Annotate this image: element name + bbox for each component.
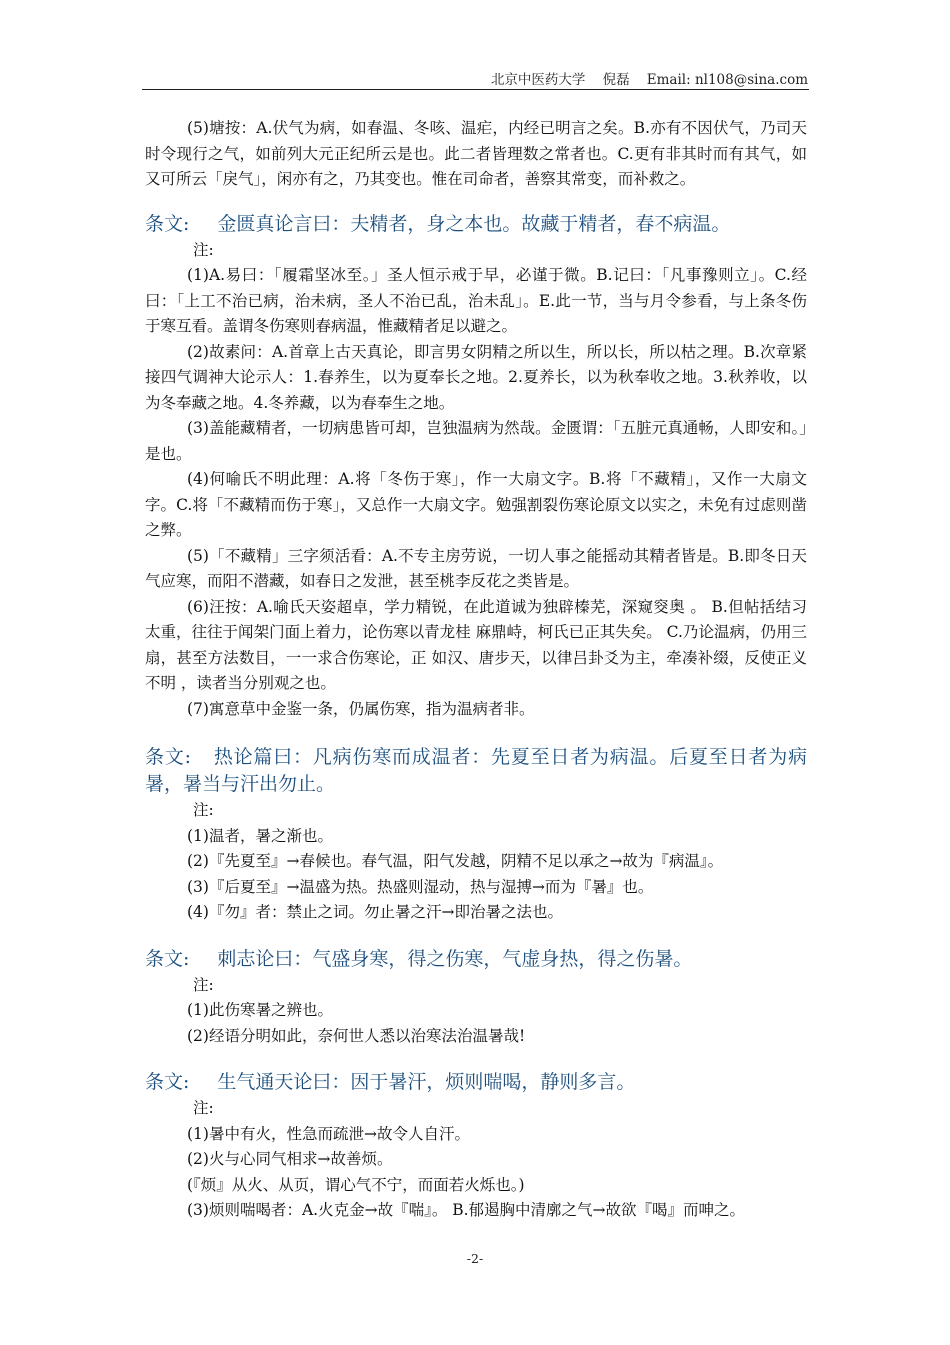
article-tag: 条文: [145,947,190,970]
note-item: (4)『勿』者：禁止之词。勿止暑之汗→即治暑之法也。 [187,903,563,921]
article-text: 热论篇曰：凡病伤寒而成温者：先夏至日者为病温。后夏至日者为病暑，暑当与汗出勿止。 [145,746,807,795]
page-header: 北京中医药大学 倪磊 Email: nl108@sina.com [490,72,808,88]
note-item: (1)温者，暑之渐也。 [187,826,333,845]
page-body [145,116,807,1224]
article-section-3 [145,946,807,1050]
header-divider [142,89,809,90]
article-heading [145,211,807,238]
note-item: (3)烦则喘喝者：A.火克金→故『喘』。 B.郁遏胸中清廓之气→故欲『喝』而呻之。 [187,1201,746,1219]
page-number: -2- [466,1251,484,1266]
article-text: 生气通天论曰：因于暑汗，烦则喘喝，静则多言。 [217,1071,636,1093]
note-item: (1)暑中有火，性急而疏泄→故令人自汗。 [187,1124,470,1143]
note-item: (7)寓意草中金鉴一条，仍属伤寒，指为温病者非。 [187,699,535,718]
article-tag: 条文: [145,212,190,235]
note-item: (2)经语分明如此，奈何世人悉以治寒法治温暑哉! [187,1026,526,1045]
note-item: (1)A.易曰：「履霜坚冰至。」圣人恒示戒于早，必谨于微。B.记曰：「凡事豫则立」。C.经曰：「上工不治已病，治未病，圣人不治已乱，治未乱」。E.此一节，当与月令参看，与上条冬伤于寒互看。盖谓冬伤寒则春病温，惟藏精者足以避之。 [145,266,807,335]
article-heading [145,744,807,798]
note-item: (5)「不藏精」三字须活看：A.不专主房劳说，一切人事之能摇动其精者皆是。B.即冬日天气应寒，而阳不潜藏，如春日之发泄，甚至桃李反花之类皆是。 [145,546,807,590]
note-item: (6)汪按：A.喻氏天姿超卓，学力精锐，在此道诚为独辟榛芜，深窥窔奥 。 B.但帖括结习太重，往往于闻架门面上着力，论伤寒以青龙桂 麻鼎峙，柯氏已正其失矣。 C.乃论温病，仍用三扇，甚至方法数目，一一求合伤寒论，正 如汉、唐步天，以律吕卦爻为主，牵凑补缀，反使正义不明 ，读者当分别观之也。 [145,597,807,692]
note-item: (4)何喻氏不明此理：A.将「冬伤于寒」，作一大扇文字。B.将「不藏精」，又作一大扇文字。C.将「不藏精而伤于寒」，又总作一大扇文字。勉强割裂伤寒论原文以实之，未免有过虑则凿之弊。 [145,470,807,539]
note-item: (3)『后夏至』→温盛为热。热盛则湿动，热与湿搏→而为『暑』也。 [187,877,654,896]
note-label: 注: [193,1099,214,1117]
note-item: (1)此伤寒暑之辨也。 [187,1001,333,1019]
article-text: 刺志论曰：气盛身寒，得之伤寒，气虚身热，得之伤暑。 [217,947,693,970]
article-heading [145,1069,807,1096]
article-heading [145,946,807,973]
note-item: (2)故素问：A.首章上古天真论，即言男女阴精之所以生，所以长，所以枯之理。B.次章紧接四气调神大论示人：1.春养生，以为夏奉长之地。2.夏养长，以为秋奉收之地。3.秋养收，以为冬奉藏之地。4.冬养藏，以为春奉生之地。 [145,342,807,412]
note-label: 注: [193,975,214,994]
article-section-1 [145,211,807,723]
intro-note: (5)塘按：A.伏气为病，如春温、冬咳、温疟，内经已明言之矣。B.亦有不因伏气，乃司天时令现行之气，如前列大元正纪所云是也。此二者皆理数之常者也。C.更有非其时而有其气，如又可所云「戾气」，闲亦有之，乃其变也。惟在司命者，善察其常变，而补救之。 [145,119,807,188]
note-label: 注: [193,240,214,259]
article-section-4 [145,1069,807,1224]
article-tag: 条文: [145,746,192,768]
article-tag: 条文: [145,1071,190,1093]
note-item: (2)火与心同气相求→故善烦。 [187,1150,393,1168]
note-item: (3)盖能藏精者，一切病患皆可却，岂独温病为然哉。金匮谓：「五脏元真通畅，人即安和。」是也。 [145,419,807,463]
note-item: (『烦』从火、从页，谓心气不宁，而面若火烁也。) [187,1175,525,1194]
note-label: 注: [193,801,214,819]
note-item: (2)『先夏至』→春候也。春气温，阳气发越，阴精不足以承之→故为『病温』。 [187,852,724,870]
article-text: 金匮真论言曰：夫精者，身之本也。故藏于精者，春不病温。 [217,212,731,235]
article-section-2 [145,744,807,926]
